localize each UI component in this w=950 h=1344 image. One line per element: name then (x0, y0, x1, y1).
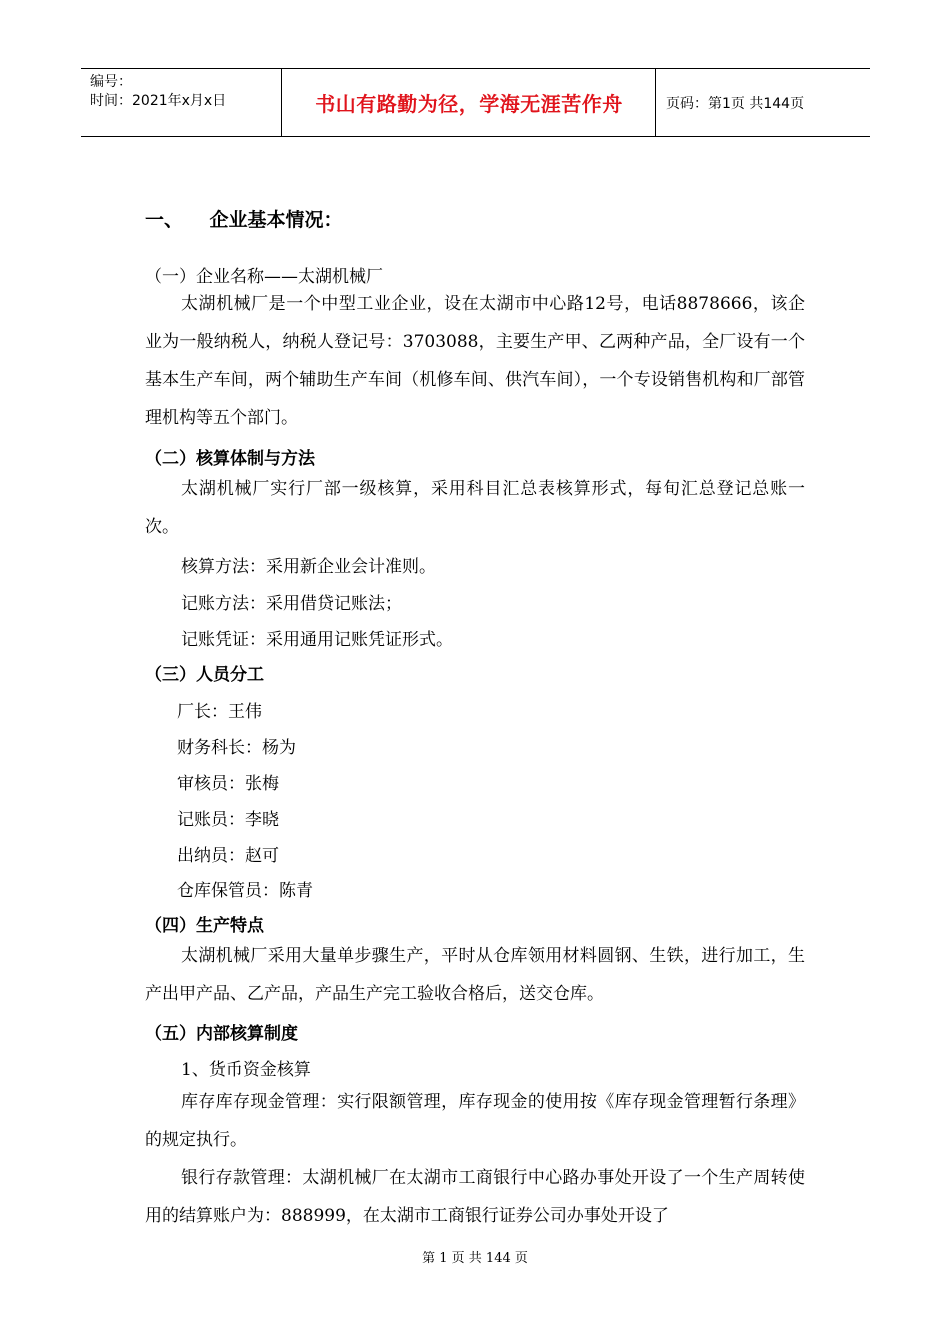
staff-item: 仓库保管员：陈青 (177, 881, 313, 901)
header-motto: 书山有路勤为径，学海无涯苦作舟 (283, 69, 656, 136)
staff-item: 审核员：张梅 (177, 774, 279, 794)
page-footer: 第 1 页 共 144 页 (422, 1251, 528, 1266)
staff-item: 记账员：李晓 (177, 810, 279, 830)
subsection-title-5: （五）内部核算制度 (145, 1024, 298, 1044)
subsection-title-3: （三）人员分工 (145, 665, 264, 685)
paragraph-cash-management: 库存库存现金管理：实行限额管理，库存现金的使用按《库存现金管理暂行条理》的规定执行。 (145, 1092, 805, 1150)
time-label: 时间：2021年x月x日 (90, 93, 227, 109)
paragraph-bank-management: 银行存款管理：太湖机械厂在太湖市工商银行中心路办事处开设了一个生产周转使用的结算账户为：888999，在太湖市工商银行证券公司办事处开设了 (145, 1168, 805, 1226)
bookkeeping-method: 记账方法：采用借贷记账法； (181, 594, 402, 614)
staff-item: 厂长：王伟 (177, 702, 262, 722)
document-header (81, 68, 870, 137)
item-cash-accounting: 1、货币资金核算 (181, 1060, 311, 1080)
accounting-method: 核算方法：采用新企业会计准则。 (181, 557, 436, 577)
section-title: 一、 企业基本情况： (145, 209, 343, 231)
header-meta (81, 69, 282, 136)
number-label: 编号： (90, 74, 132, 90)
paragraph-production: 太湖机械厂采用大量单步骤生产，平时从仓库领用材料圆钢、生铁，进行加工，生产出甲产品、乙产品，产品生产完工验收合格后，送交仓库。 (145, 946, 805, 1004)
voucher-method: 记账凭证：采用通用记账凭证形式。 (181, 630, 453, 650)
subsection-title-2: （二）核算体制与方法 (145, 449, 315, 469)
paragraph-company-intro: 太湖机械厂是一个中型工业企业，设在太湖市中心路12号，电话8878666，该企业为一般纳税人，纳税人登记号：3703088，主要生产甲、乙两种产品，全厂设有一个基本生产车间，两个辅助生产车间（机修车间、供汽车间），一个专设销售机构和厂部管理机构等五个部门。 (145, 294, 805, 428)
header-page-info: 页码：第1页 共144页 (666, 95, 805, 112)
subsection-title-1: （一）企业名称——太湖机械厂 (145, 267, 383, 287)
paragraph-accounting-system: 太湖机械厂实行厂部一级核算，采用科目汇总表核算形式，每旬汇总登记总账一次。 (145, 479, 805, 537)
subsection-title-4: （四）生产特点 (145, 916, 264, 936)
staff-item: 财务科长：杨为 (177, 738, 296, 758)
staff-item: 出纳员：赵可 (177, 846, 279, 866)
